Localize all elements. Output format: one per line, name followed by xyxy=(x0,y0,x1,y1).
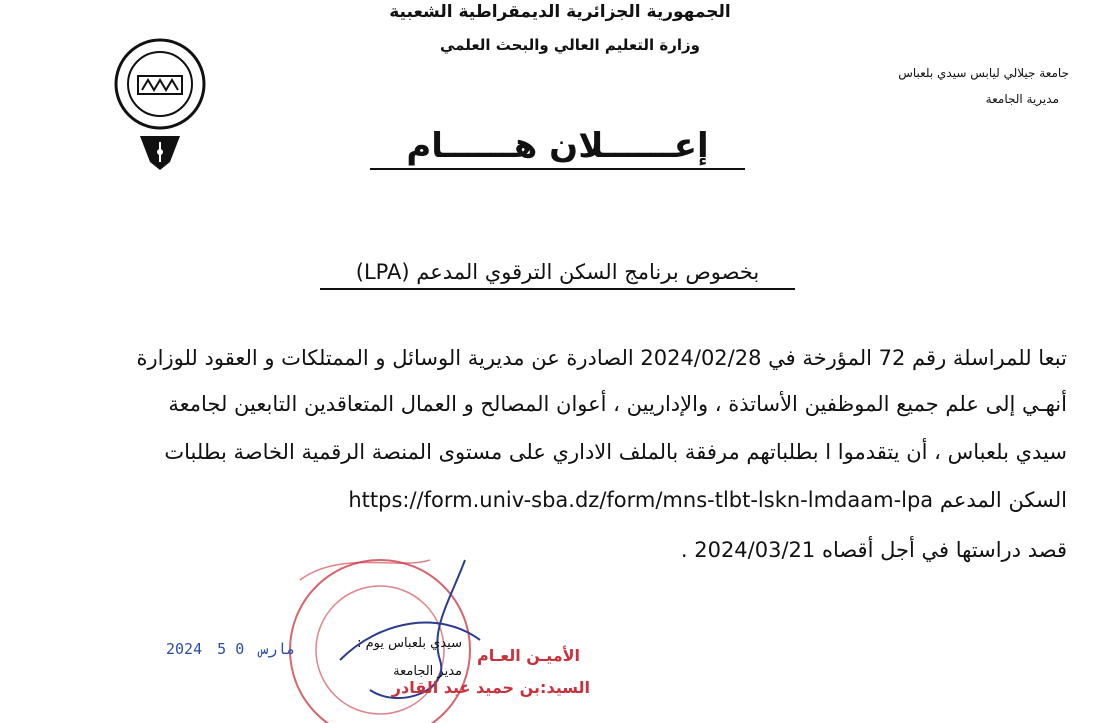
announcement-title: إعــــــلان هــــــام xyxy=(370,124,745,170)
secretary-general-name: السيد:بن حميد عبد القادر xyxy=(391,678,590,697)
body-line: تبعا للمراسلة رقم 72 المؤرخة في 2024/02/28 الصادرة عن مديرية الوسائل و الممتلكات و العقود للوزارة xyxy=(136,346,1067,370)
republic-heading: الجمهورية الجزائرية الديمقراطية الشعبية xyxy=(389,2,731,22)
body-line: سيدي بلعباس ، أن يتقدموا ا بطلباتهم مرفقة بالملف الاداري على مستوى المنصة الرقمية الخاصة بطلبات xyxy=(164,440,1067,464)
date-stamp xyxy=(166,640,301,658)
date-stamp-year: 2024 xyxy=(166,640,203,658)
university-name: جامعة جيلالي ليابس سيدي بلعباس xyxy=(898,66,1069,80)
ministry-heading: وزارة التعليم العالي والبحث العلمي xyxy=(439,36,701,54)
date-stamp-month: مارس xyxy=(259,640,296,658)
announcement-subject: بخصوص برنامج السكن الترقوي المدعم (LPA) xyxy=(320,256,795,290)
place-date-label: سيدي بلعباس يوم : xyxy=(357,636,462,651)
date-stamp-day: 0 5 xyxy=(217,640,245,658)
directorate-name: مديرية الجامعة xyxy=(985,92,1059,106)
rector-label: مدير الجامعة xyxy=(393,664,462,679)
body-line-with-link: السكن المدعم https://form.univ-sba.dz/form/mns-tlbt-lskn-lmdaam-lpa xyxy=(348,488,1067,512)
secretary-general-title: الأميـن العـام xyxy=(477,646,580,665)
body-line: أنهـي إلى علم جميع الموظفين الأساتذة ، والإداريين ، أعوان المصالح و العمال المتعاقدين التابعين لجامعة xyxy=(168,392,1067,416)
university-seal-logo xyxy=(110,38,210,170)
body-line: قصد دراستها في أجل أقصاه 2024/03/21 . xyxy=(680,538,1067,562)
